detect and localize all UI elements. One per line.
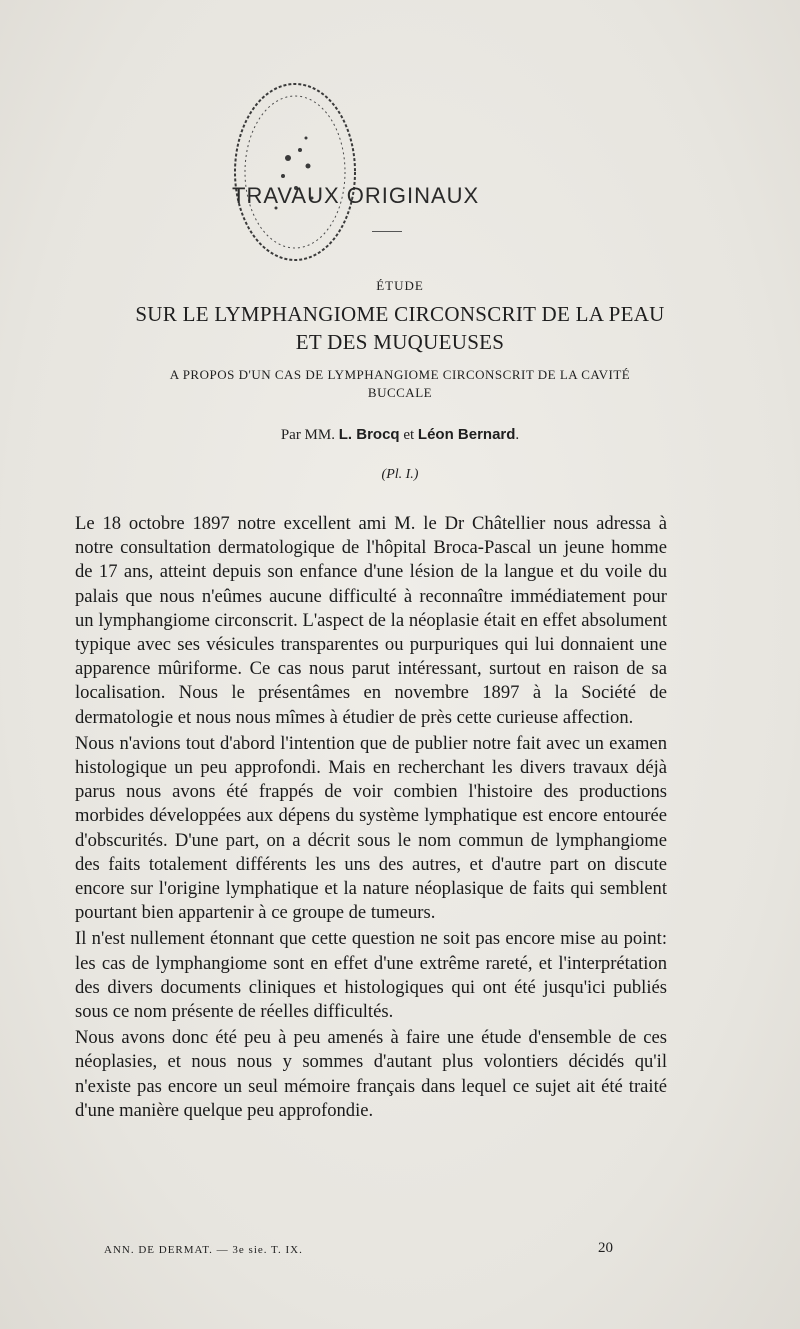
library-stamp — [228, 78, 363, 266]
plate-reference: (Pl. I.) — [381, 467, 419, 482]
subtitle-line-1: A PROPOS D'UN CAS DE LYMPHANGIOME CIRCONSCRIT DE LA CAVITÉ — [169, 367, 631, 382]
author-bernard: Léon Bernard — [417, 426, 516, 443]
paragraph-1: Le 18 octobre 1897 notre excellent ami M. le Dr Châtellier nous adressa à notre consultation dermatologique de l'hôpital Broca-Pascal un jeune homme de 17 ans, atteint depuis son enfance d'une lésion de la langue et du voile du palais que nous n'eûmes aucune difficulté à reconnaître immédiatement pour un lymphangiome circonscrit. L'aspect de la néoplasie était en effet absolument typique avec ses vésicules transparentes ou purpuriques qui lui donnaient une apparence mûriforme. Ce cas nous parut intéressant, surtout en raison de sa localisation. Nous le présentâmes en novembre 1897 à la Société de dermatologie et nous nous mîmes à étudier de près cette curieuse affection. — [75, 513, 667, 728]
byline-prefix: Par MM. — [280, 427, 339, 443]
author-brocq: L. Brocq — [338, 426, 400, 443]
paragraph-4: Nous avons donc été peu à peu amenés à faire une étude d'ensemble de ces néoplasies, et nous nous y sommes d'autant plus volontiers décidés qu'il n'existe pas encore un seul mémoire français dans lequel ce sujet ait été traité d'une manière quelque peu approfondie. — [75, 1027, 667, 1121]
section-heading: TRAVAUX ORIGINAUX — [232, 183, 480, 208]
byline-and: et — [399, 427, 418, 443]
title-line-2: ET DES MUQUEUSES — [295, 330, 505, 354]
article-body — [75, 512, 667, 1125]
byline — [60, 426, 740, 444]
subtitle-line-2: BUCCALE — [367, 385, 433, 400]
paragraph-2: Nous n'avions tout d'abord l'intention que de publier notre fait avec un examen histologique un peu approfondi. Mais en recherchant les divers travaux déjà parus nous avons été frappés de voir combien l'histoire des productions morbides développées aux dépens du système lymphatique est encore entourée d'obscurités. D'une part, on a décrit sous le nom commun de lymphangiome des faits totalement différents les uns des autres, et d'autre part on discute encore sur l'origine lymphatique et la nature néoplasique de faits qui semblent pourtant bien appartenir à ce groupe de tumeurs. — [75, 732, 667, 924]
heading-rule — [372, 231, 402, 232]
article-kicker: ÉTUDE — [376, 278, 424, 293]
page-number: 20 — [598, 1240, 613, 1256]
byline-end: . — [515, 427, 520, 443]
title-line-1: SUR LE LYMPHANGIOME CIRCONSCRIT DE LA PEAU — [135, 302, 665, 326]
article-subtitle — [60, 366, 740, 402]
paragraph-3: Il n'est nullement étonnant que cette question ne soit pas encore mise au point: les cas de lymphangiome sont en effet d'une extrême rareté, et l'interprétation des divers documents cliniques et histologiques qui ont été jusqu'ici publiés sous ce nom présente de réelles difficultés. — [75, 928, 667, 1023]
journal-footer: ANN. DE DERMAT. — 3e sie. T. IX. — [104, 1244, 303, 1256]
article-title — [60, 300, 740, 356]
